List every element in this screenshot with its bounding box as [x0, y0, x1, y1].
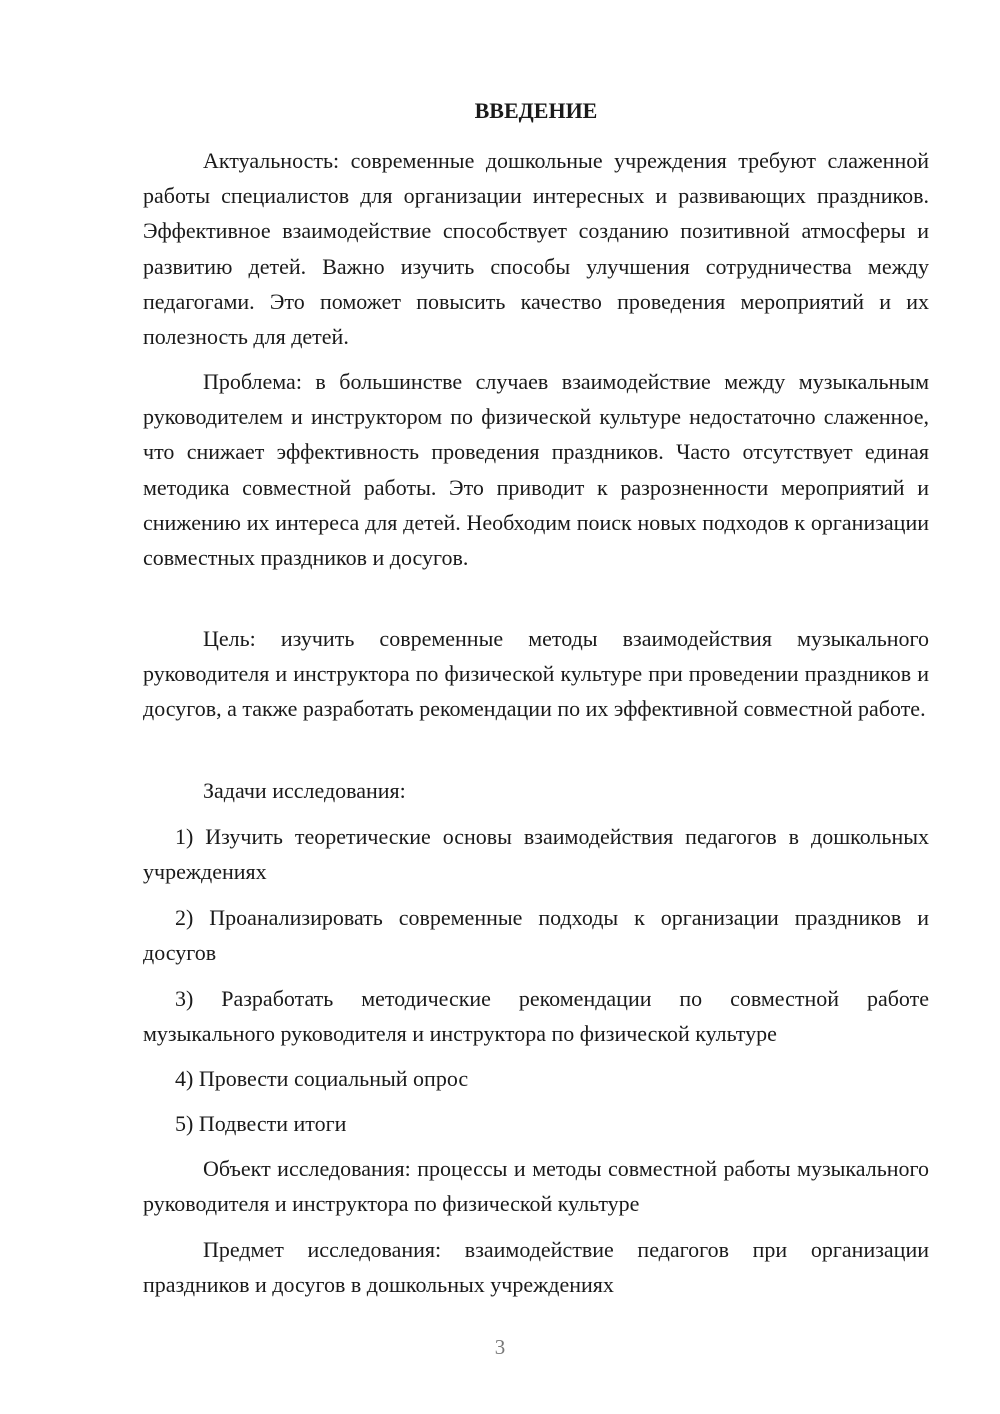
goal-paragraph: Цель: изучить современные методы взаимодействия музыкального руководителя и инструктора по физической культуре при проведении праздников и досугов, а также разработать рекомендации по их эффективной совместной работе. [143, 626, 929, 722]
page-number: 3 [494, 1335, 506, 1359]
relevance-paragraph: Актуальность: современные дошкольные учреждения требуют слаженной работы специалистов для организации интересных и развивающих праздников. Эффективное взаимодействие способствует созданию позитивной атмосферы и развитию детей. Важно изучить способы улучшения сотрудничества между педагогами. Это поможет повысить качество проведения мероприятий и их полезность для детей. [143, 148, 929, 350]
object-paragraph: Объект исследования: процессы и методы совместной работы музыкального руководителя и инструктора по физической культуре [143, 1156, 929, 1217]
task-item-5: 5) Подвести итоги [175, 1111, 347, 1136]
task-item-1: 1) Изучить теоретические основы взаимодействия педагогов в дошкольных учреждениях [143, 824, 929, 885]
subject-paragraph: Предмет исследования: взаимодействие педагогов при организации праздников и досугов в дошкольных учреждениях [143, 1237, 929, 1298]
task-item-2: 2) Проанализировать современные подходы к организации праздников и досугов [143, 905, 929, 966]
task-item-4: 4) Провести социальный опрос [175, 1066, 469, 1091]
problem-paragraph: Проблема: в большинстве случаев взаимодействие между музыкальным руководителем и инструктором по физической культуре недостаточно слаженное, что снижает эффективность проведения праздников. Часто отсутствует единая методика совместной работы. Это приводит к разрозненности мероприятий и снижению их интереса для детей. Необходим поиск новых подходов к организации совместных праздников и досугов. [143, 369, 929, 571]
section-heading: ВВЕДЕНИЕ [474, 98, 598, 123]
tasks-label: Задачи исследования: [203, 778, 406, 803]
task-item-3: 3) Разработать методические рекомендации по совместной работе музыкального руководителя и инструктора по физической культуре [143, 986, 929, 1047]
